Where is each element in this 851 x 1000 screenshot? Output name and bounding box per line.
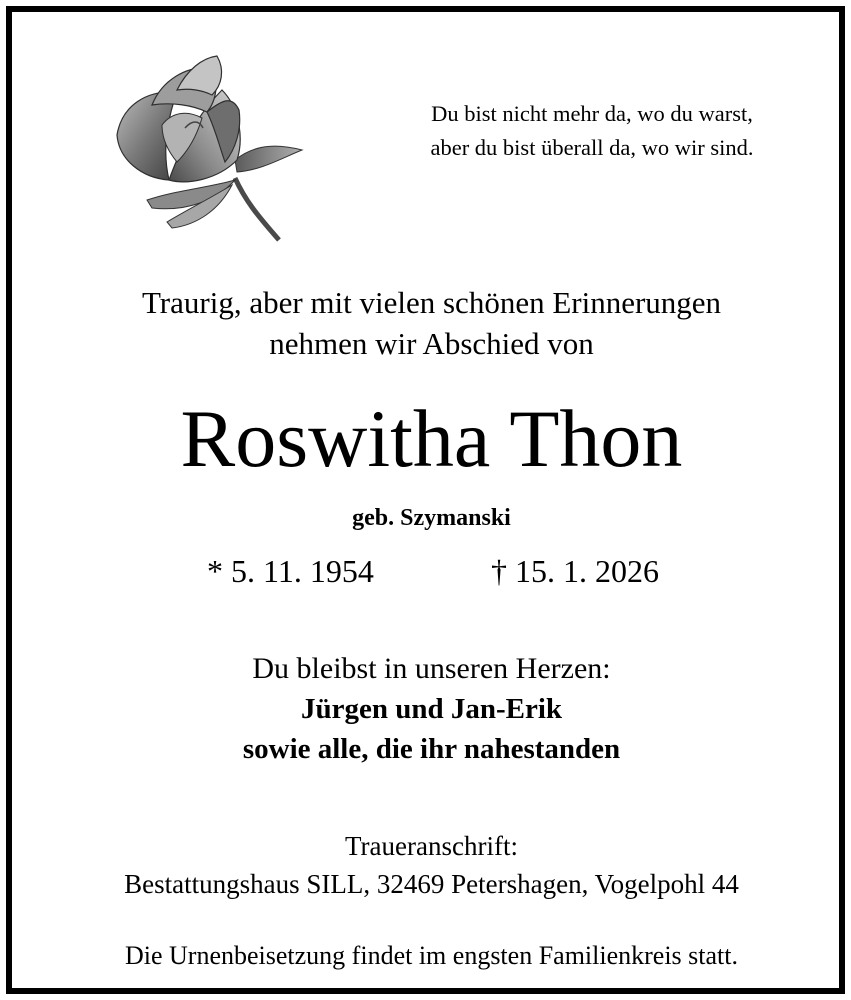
condolence-address xyxy=(12,827,851,903)
quote-line-2: aber du bist überall da, wo wir sind. xyxy=(430,135,754,160)
address-value: Bestattungshaus SILL, 32469 Petershagen, Vogelpohl 44 xyxy=(124,869,739,899)
obituary-frame xyxy=(6,6,845,994)
mourners-block xyxy=(12,649,851,769)
birth-name: geb. Szymanski xyxy=(352,505,511,531)
quote-line-1: Du bist nicht mehr da, wo du warst, xyxy=(431,101,753,126)
memorial-quote xyxy=(372,97,812,165)
birth-date: * 5. 11. 1954 xyxy=(207,553,374,589)
rose-icon xyxy=(107,50,307,245)
burial-note: Die Urnenbeisetzung findet im engsten Familienkreis statt. xyxy=(124,941,739,970)
mourners-others: sowie alle, die ihr nahestanden xyxy=(242,733,621,765)
intro-line-1: Traurig, aber mit vielen schönen Erinnerungen xyxy=(141,285,722,320)
farewell-intro xyxy=(12,282,851,364)
address-label: Traueranschrift: xyxy=(345,831,518,861)
mourners-names: Jürgen und Jan-Erik xyxy=(300,693,563,725)
deceased-name: Roswitha Thon xyxy=(180,393,683,484)
intro-line-2: nehmen wir Abschied von xyxy=(269,326,594,361)
death-date: † 15. 1. 2026 xyxy=(491,553,659,589)
mourners-heading: Du bleibst in unseren Herzen: xyxy=(252,652,611,685)
